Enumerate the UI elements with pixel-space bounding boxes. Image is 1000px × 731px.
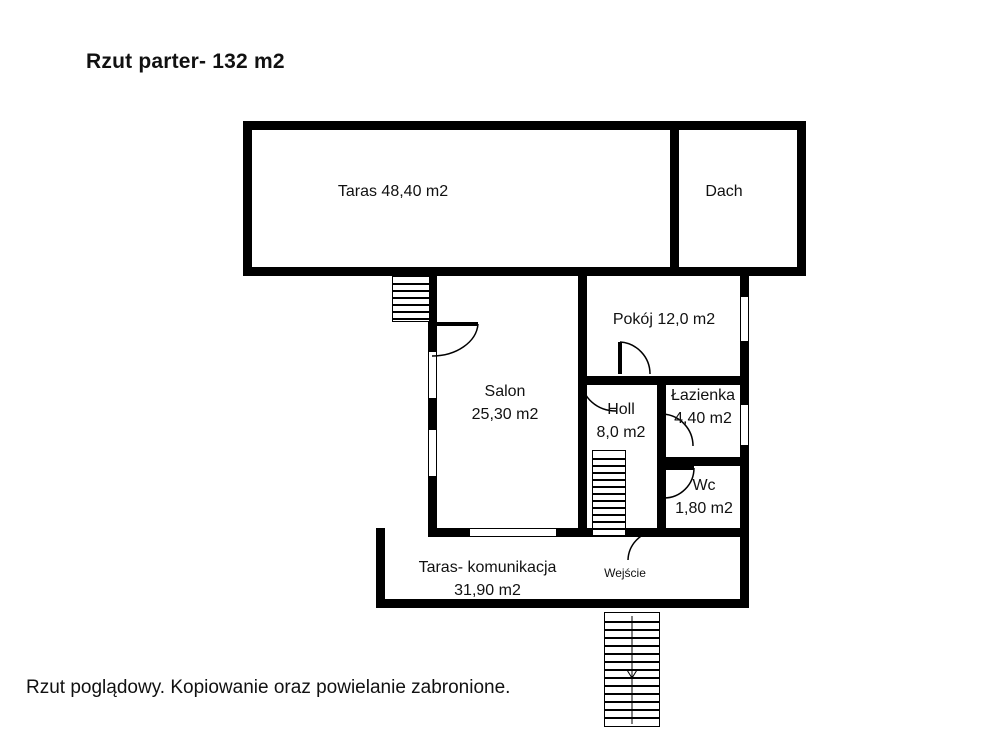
wc-name: Wc [692,477,716,494]
taras-komunikacja-area: 31,90 m2 [454,582,521,600]
lazienka-name: Łazienka [670,387,736,404]
wejscie-text: Wejście [604,566,646,580]
room-label-dach [678,180,770,203]
window-salon-bottom [470,528,556,537]
window-salon-left-lower [428,430,437,476]
door-pokoj [616,340,652,378]
wall-upper-top [243,121,806,130]
window-pokoj-right [740,297,749,341]
wall-upper-bottom [243,267,806,276]
wall-terrace-right [740,537,749,608]
room-label-salon [440,380,570,426]
room-label-taras-komunikacja [395,556,580,602]
wall-upper-right [797,121,806,276]
holl-name: Holl [607,401,635,418]
stairs-salon-upper [392,276,430,322]
wall-terrace-left [376,528,385,608]
wall-bath-wc [657,457,749,466]
holl-area: 8,0 m2 [596,424,646,442]
room-label-pokoj [588,308,740,331]
room-label-wc [662,474,746,520]
taras-komunikacja-name: Taras- komunikacja [418,559,557,576]
salon-area: 25,30 m2 [471,406,539,424]
stairs-direction-arrow [604,612,660,727]
dach-text: Dach [705,183,743,200]
label-wejscie [596,565,654,582]
wall-upper-left [243,121,252,276]
page-title: Rzut parter- 132 m2 [86,50,285,73]
wc-area: 1,80 m2 [675,500,733,518]
window-salon-left-upper [428,352,437,398]
room-label-lazienka [660,384,746,430]
room-label-holl [588,398,654,444]
door-salon [430,322,482,358]
room-label-taras-gorny [303,180,483,203]
lazienka-area: 4,40 m2 [674,410,732,428]
stairs-holl-interior [592,450,626,536]
salon-name: Salon [484,383,526,400]
taras-gorny-text: Taras 48,40 m2 [337,183,449,200]
pokoj-text: Pokój 12,0 m2 [612,311,716,328]
door-entrance [622,528,660,562]
copyright-note: Rzut poglądowy. Kopiowanie oraz powielanie zabronione. [26,677,511,698]
